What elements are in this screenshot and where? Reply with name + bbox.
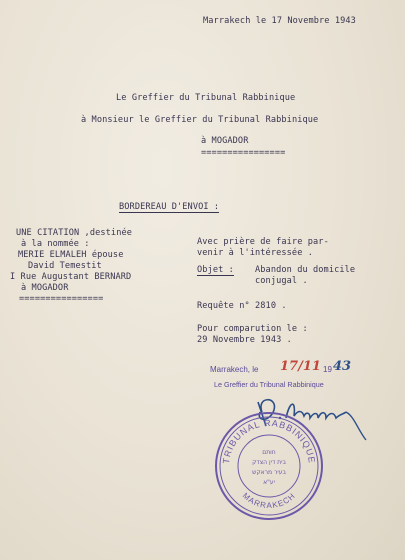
left-line: David Temestit xyxy=(28,261,102,271)
comparution-line: Pour comparution le : xyxy=(197,324,308,334)
svg-text:MARRAKECH xyxy=(241,491,297,510)
stamp-year-prefix: 19 xyxy=(323,365,332,374)
stamp-signature-title: Le Greffier du Tribunal Rabbinique xyxy=(214,380,324,389)
objet-text: Abandon du domicile xyxy=(255,265,356,275)
handwritten-date: 17/11 xyxy=(280,359,321,374)
document-title: BORDEREAU D'ENVOI : xyxy=(119,202,220,212)
seal-center-text: בעיר מראקש xyxy=(252,469,286,476)
left-line: MERIE ELMALEH épouse xyxy=(18,250,124,260)
objet-label: Objet : xyxy=(197,265,234,275)
comparution-date: 29 Novembre 1943 . xyxy=(197,335,292,345)
tribunal-seal xyxy=(213,410,325,522)
seal-ring-top: TRIBUNAL RABBINIQUE xyxy=(220,417,318,465)
address-rule: ================ xyxy=(201,148,286,158)
objet-text: conjugal . xyxy=(255,276,308,286)
left-line: à MOGADOR xyxy=(21,283,69,293)
recipient-place: à MOGADOR xyxy=(201,136,249,146)
seal-center-text: בית דין הצדק xyxy=(252,459,286,466)
requete-number: Requête n° 2810 . xyxy=(197,301,287,311)
left-line: à la nommée : xyxy=(21,239,90,249)
handwritten-year: 43 xyxy=(333,359,352,374)
recipient-line: à Monsieur le Greffier du Tribunal Rabbinique xyxy=(81,115,319,125)
date-line: Marrakech le 17 Novembre 1943 xyxy=(203,16,356,26)
request-line: Avec prière de faire par- xyxy=(197,237,329,247)
sender-line: Le Greffier du Tribunal Rabbinique xyxy=(116,93,296,103)
left-rule: ================ xyxy=(19,294,104,304)
request-line: venir à l'intéressée . xyxy=(197,248,314,258)
seal-center-text: חותם xyxy=(262,449,276,456)
seal-center-text: יע"א xyxy=(263,479,275,486)
left-line: UNE CITATION ,destinée xyxy=(16,228,133,238)
stamp-place: Marrakech, le xyxy=(210,365,259,374)
left-line: I Rue Augustant BERNARD xyxy=(10,272,132,282)
seal-ring-bottom: MARRAKECH xyxy=(240,491,298,511)
